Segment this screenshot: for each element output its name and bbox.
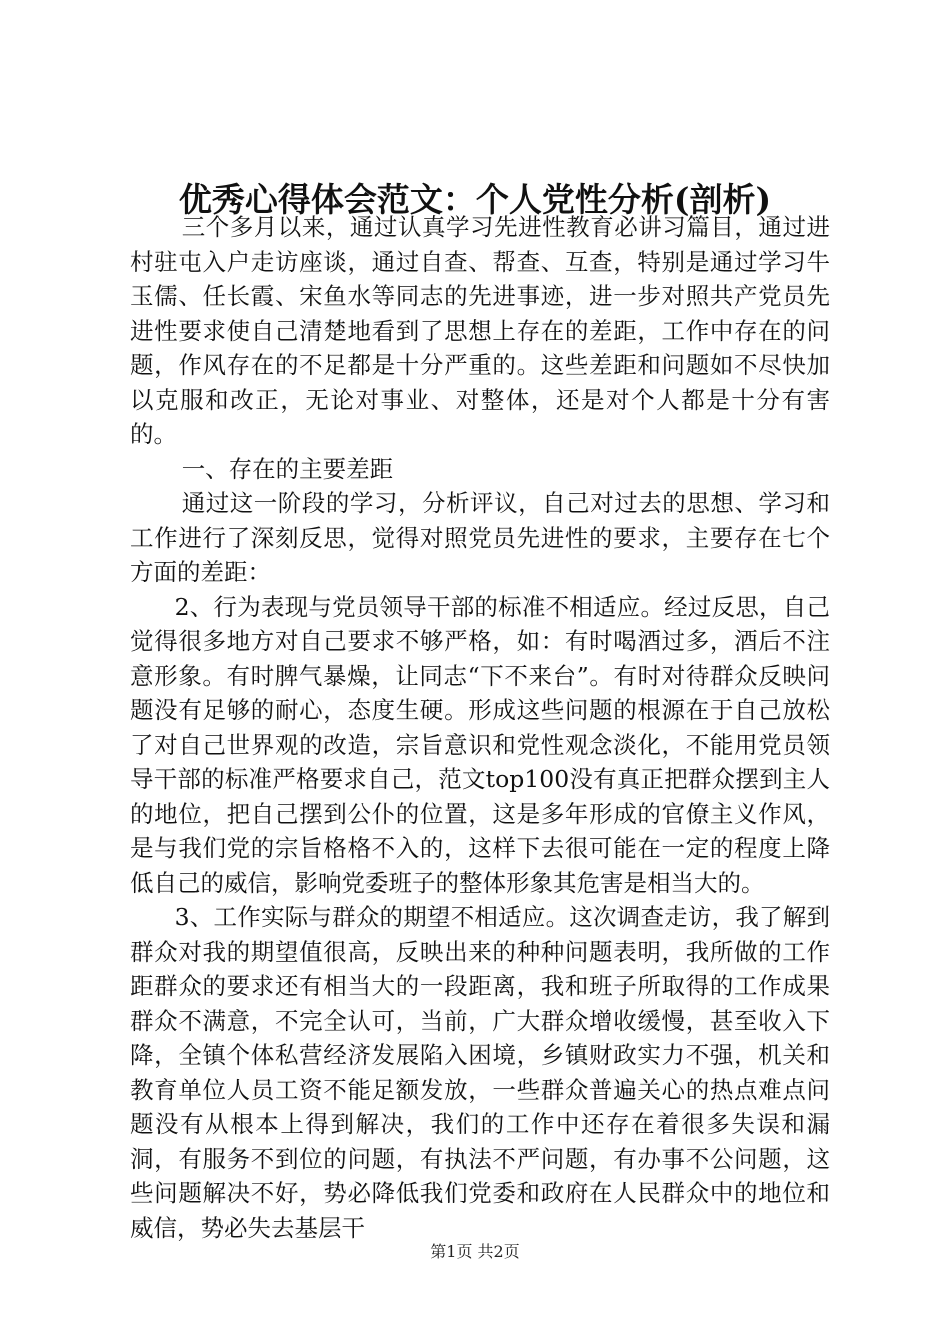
paragraph-intro: 三个多月以来，通过认真学习先进性教育必讲习篇目，通过进村驻屯入户走访座谈，通过自查、帮查、互查，特别是通过学习牛玉儒、任长霞、宋鱼水等同志的先进事迹，进一步对照共产党员先进性要求使自己清楚地看到了思想上存在的差距，工作中存在的问题，作风存在的不足都是十分严重的。这些差距和问题如不尽快加以克服和改正，无论对事业、对整体，还是对个人都是十分有害的。 xyxy=(130,213,830,448)
paragraph-point-2: 2、行为表现与党员领导干部的标准不相适应。经过反思，自己觉得很多地方对自己要求不够严格，如：有时喝酒过多，酒后不注意形象。有时脾气暴燥，让同志“下不来台”。有时对待群众反映问题没有足够的耐心，态度生硬。形成这些问题的根源在于自己放松了对自己世界观的改造，宗旨意识和党性观念淡化，不能用党员领导干部的标准严格要求自己，范文top100没有真正把群众摆到主人的地位，把自己摆到公仆的位置，这是多年形成的官僚主义作风，是与我们党的宗旨格格不入的，这样下去很可能在一定的程度上降低自己的威信，影响党委班子的整体形象其危害是相当大的。 xyxy=(130,592,830,897)
page-number-footer: 第1页 共2页 xyxy=(430,1242,520,1261)
section-heading-gaps: 一、存在的主要差距 xyxy=(181,454,394,483)
document-body xyxy=(130,210,830,1245)
document-title: 优秀心得体会范文：个人党性分析(剖析) xyxy=(178,180,772,219)
paragraph-point-3: 3、工作实际与群众的期望不相适应。这次调查走访，我了解到群众对我的期望值很高，反映出来的种种问题表明，我所做的工作距群众的要求还有相当大的一段距离，我和班子所取得的工作成果群众不满意，不完全认可，当前，广大群众增收缓慢，甚至收入下降，全镇个体私营经济发展陷入困境，乡镇财政实力不强，机关和教育单位人员工资不能足额发放，一些群众普遍关心的热点难点问题没有从根本上得到解决，我们的工作中还存在着很多失误和漏洞，有服务不到位的问题，有执法不严问题，有办事不公问题，这些问题解决不好，势必降低我们党委和政府在人民群众中的地位和威信，势必失去基层干 xyxy=(130,903,830,1242)
paragraph-gaps-summary: 通过这一阶段的学习，分析评议，自己对过去的思想、学习和工作进行了深刻反思，觉得对照党员先进性的要求，主要存在七个方面的差距： xyxy=(130,489,830,586)
